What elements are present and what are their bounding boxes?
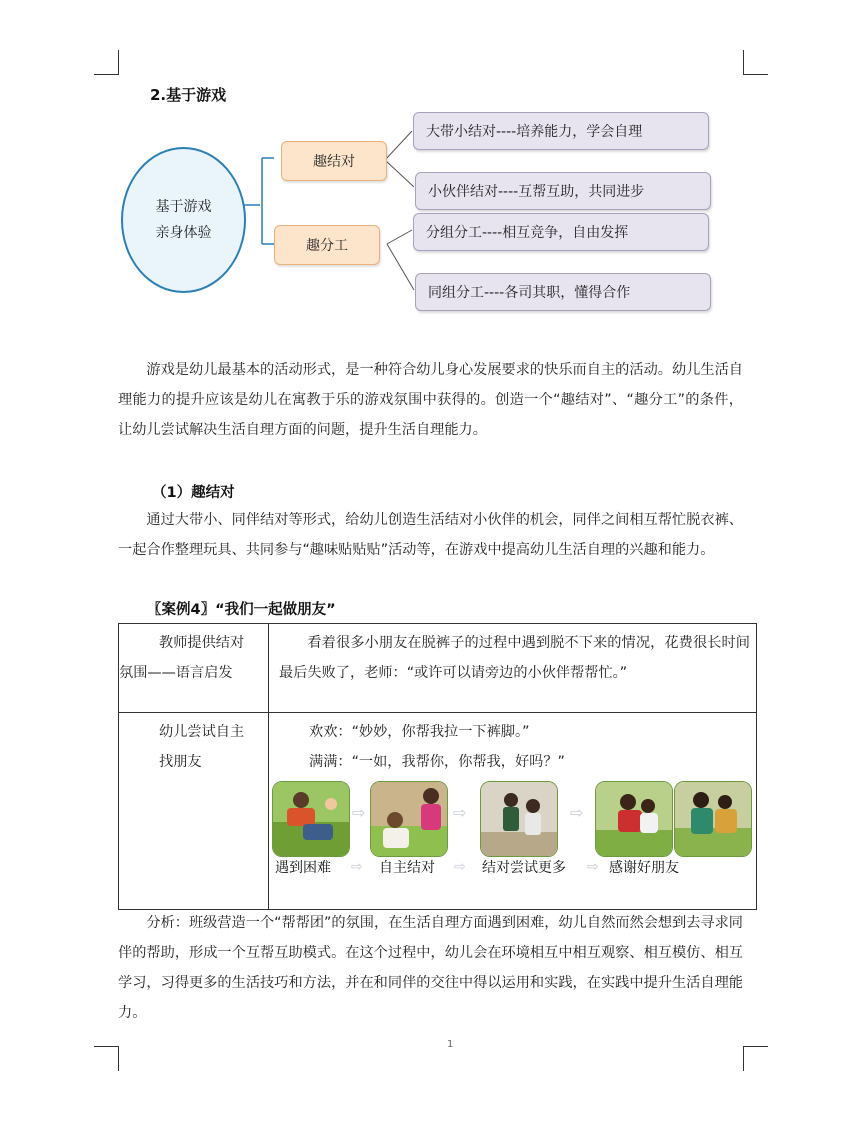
page-number: 1 <box>447 1039 454 1050</box>
row-content-text: 看着很多小朋友在脱裤子的过程中遇到脱不下来的情况，花费很长时间最后失败了，老师：“或许可以请旁边的小伙伴帮帮忙。” <box>279 635 750 681</box>
case-table <box>118 623 757 910</box>
arrow-icon: ⇨ <box>351 859 363 875</box>
row-label-line2: 氛围——语言启发 <box>119 665 233 681</box>
mind-map-root-line2: 亲身体验 <box>155 225 212 241</box>
case-row <box>119 713 757 910</box>
arrow-icon: ⇨ <box>453 803 467 822</box>
case-row-content <box>269 624 757 713</box>
dialogue-line: 欢欢：“妙妙，你帮我拉一下裤脚。” <box>309 724 530 740</box>
row-label-line1: 幼儿尝试自主 <box>159 724 245 740</box>
mind-map-branch-pairing: 趣结对 <box>281 141 387 181</box>
row-label-line1: 教师提供结对 <box>159 635 245 651</box>
subsection-paragraph: 通过大带小、同伴结对等形式，给幼儿创造生活结对小伙伴的机会，同伴之间相互帮忙脱衣裤、一起合作整理玩具、共同参与“趣味贴贴贴”活动等，在游戏中提高幼儿生活自理的兴趣和能力。 <box>118 512 743 558</box>
photo-hug <box>674 781 752 857</box>
mind-map-root <box>121 147 246 293</box>
dialogue-line: 满满：“一如，我帮你，你帮我，好吗？” <box>309 754 565 770</box>
mind-map-leaf: 同组分工----各司其职，懂得合作 <box>415 273 711 311</box>
intro-paragraph: 游戏是幼儿最基本的活动形式，是一种符合幼儿身心发展要求的快乐而自主的活动。幼儿生活自理能力的提升应该是幼儿在寓教于乐的游戏氛围中获得的。创造一个“趣结对”、“趣分工”的条件，让幼儿尝试解决生活自理方面的问题，提升生活自理能力。 <box>118 362 743 438</box>
arrow-icon: ⇨ <box>454 859 466 875</box>
mind-map-root-line1: 基于游戏 <box>155 199 212 215</box>
photo-self-pairing <box>370 781 448 857</box>
mind-map-leaf: 小伙伴结对----互帮互助，共同进步 <box>415 172 711 210</box>
arrow-icon: ⇨ <box>587 859 599 875</box>
case-title: 〖案例4〗“我们一起做朋友” <box>147 602 336 618</box>
subheading: （1）趣结对 <box>152 485 235 501</box>
analysis-paragraph: 分析：班级营造一个“帮帮团”的氛围，在生活自理方面遇到困难，幼儿自然而然会想到去寻求同伴的帮助，形成一个互帮互助模式。在这个过程中，幼儿会在环境相互中相互观察、相互模仿、相互学习，习得更多的生活技巧和方法，并在和同伴的交往中得以运用和实践，在实践中提升生活自理能力。 <box>118 915 743 1021</box>
photo-strip <box>269 777 756 883</box>
row-label-line2: 找朋友 <box>159 754 202 770</box>
case-row <box>119 624 757 713</box>
arrow-icon: ⇨ <box>352 803 366 822</box>
mind-map-branch-division: 趣分工 <box>274 225 380 265</box>
mind-map-leaf: 大带小结对----培养能力，学会自理 <box>413 112 709 150</box>
case-row-content <box>269 713 757 910</box>
mind-map-leaf: 分组分工----相互竞争，自由发挥 <box>413 213 709 251</box>
photo-thank-friend <box>595 781 673 857</box>
photo-encounter-difficulty <box>272 781 350 857</box>
case-row-label <box>119 624 269 713</box>
photo-caption: 遇到困难 <box>275 860 331 876</box>
photo-pairing-attempt <box>480 781 558 857</box>
photo-caption: 感谢好朋友 <box>609 860 679 876</box>
arrow-icon: ⇨ <box>570 803 584 822</box>
case-row-label <box>119 713 269 910</box>
section-title: 2.基于游戏 <box>150 86 227 104</box>
crop-mark-bottom-left <box>94 1046 119 1071</box>
photo-caption: 自主结对 <box>379 860 435 876</box>
photo-caption: 结对尝试更多 <box>482 860 566 876</box>
crop-mark-bottom-right <box>743 1046 768 1071</box>
